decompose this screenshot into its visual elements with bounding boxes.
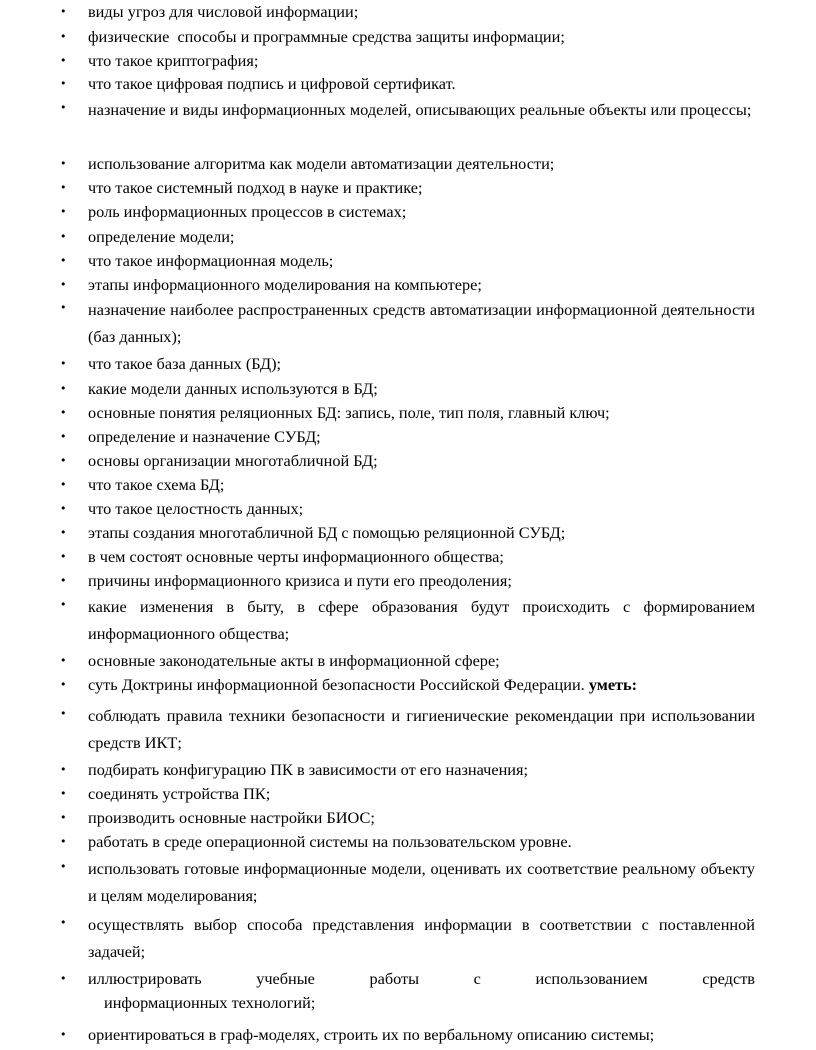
list-item [60, 377, 755, 401]
list-item [60, 96, 755, 123]
list-item-text: что такое целостность данных; [88, 499, 304, 518]
bullet-icon: • [60, 707, 67, 720]
list-item [60, 702, 755, 756]
list-item [60, 296, 755, 350]
bullet-icon: • [60, 157, 67, 170]
list-item-text: соединять устройства ПК; [88, 784, 271, 803]
list-item [60, 673, 755, 697]
list-item-text [88, 967, 755, 1015]
list-item-text: осуществлять выбор способа представления информации в соответствии с поставленной задачей; [88, 915, 755, 961]
list-item-text [88, 673, 755, 697]
list-item [60, 352, 755, 376]
bullet-icon: • [60, 205, 67, 218]
list-item-text: производить основные настройки БИОС; [88, 808, 375, 827]
bullet-icon: • [60, 972, 67, 985]
bullet-icon: • [60, 101, 67, 114]
list-item [60, 449, 755, 473]
bullet-icon: • [60, 30, 67, 43]
list-item-text: основные законодательные акты в информационной сфере; [88, 651, 500, 670]
list-item-text: виды угроз для числовой информации; [88, 2, 359, 21]
bullet-icon: • [60, 787, 67, 800]
list-item [60, 521, 755, 545]
bullet-icon: • [60, 278, 67, 291]
list-item-text: использование алгоритма как модели автоматизации деятельности; [88, 154, 555, 173]
bullet-icon: • [60, 502, 67, 515]
list-item-text: этапы информационного моделирования на компьютере; [88, 275, 482, 294]
list-item [60, 249, 755, 273]
list-item-text: какие модели данных используются в БД; [88, 379, 378, 398]
list-item [60, 1023, 755, 1047]
bullet-icon: • [60, 357, 67, 370]
list-item-text: физические способы и программные средства защиты информации; [88, 27, 565, 46]
list-item-text: этапы создания многотабличной БД с помощью реляционной СУБД; [88, 523, 566, 542]
bullet-icon: • [60, 550, 67, 563]
list-item-text: работать в среде операционной системы на пользовательском уровне. [88, 832, 572, 851]
list-item [60, 473, 755, 497]
bullet-icon: • [60, 430, 67, 443]
bullet-icon: • [60, 763, 67, 776]
list-item [60, 569, 755, 593]
list-item-text: причины информационного кризиса и пути его преодоления; [88, 571, 512, 590]
bullet-icon: • [60, 811, 67, 824]
bullet-icon: • [60, 382, 67, 395]
list-item [60, 911, 755, 965]
list-item-text: ориентироваться в граф-моделях, строить их по вербальному описанию системы; [88, 1025, 655, 1044]
list-item-text: в чем состоят основные черты информационного общества; [88, 547, 504, 566]
bullet-icon: • [60, 254, 67, 267]
list-item [60, 152, 755, 176]
list-item [60, 25, 755, 49]
bullet-icon: • [60, 230, 67, 243]
list-item-text: что такое криптография; [88, 51, 259, 70]
list-item [60, 806, 755, 830]
list-item-text: назначение и виды информационных моделей, описывающих реальные объекты или процессы; [88, 100, 752, 119]
list-item-line: информационных технологий; [104, 993, 316, 1012]
list-item [60, 225, 755, 249]
bullet-icon: • [60, 406, 67, 419]
list-item-text: назначение наиболее распространенных средств автоматизации информационной деятельности (баз данных); [88, 300, 755, 346]
list-item [60, 176, 755, 200]
list-item [60, 593, 755, 647]
list-item-text: что такое цифровая подпись и цифровой сертификат. [88, 74, 456, 93]
list-item [60, 545, 755, 569]
list-item-text: основные понятия реляционных БД: запись, поле, тип поля, главный ключ; [88, 403, 610, 422]
list-item [60, 72, 755, 96]
list-item [60, 425, 755, 449]
bullet-icon: • [60, 478, 67, 491]
bullet-icon: • [60, 654, 67, 667]
list-item-text: что такое системный подход в науке и практике; [88, 178, 423, 197]
list-item-text: использовать готовые информационные модели, оценивать их соответствие реальному объекту и целям моделирования; [88, 859, 755, 905]
bullet-icon: • [60, 574, 67, 587]
list-item-text: роль информационных процессов в системах; [88, 202, 407, 221]
bullet-icon: • [60, 301, 67, 314]
skills-heading: уметь: [588, 675, 638, 694]
list-item-text: что такое схема БД; [88, 475, 225, 494]
bullet-icon: • [60, 860, 67, 873]
list-item-text: определение и назначение СУБД; [88, 427, 321, 446]
bullet-icon: • [60, 454, 67, 467]
list-item [60, 401, 755, 425]
list-item [60, 49, 755, 73]
list-item-text: что такое база данных (БД); [88, 354, 282, 373]
list-item [60, 967, 755, 1015]
list-item [60, 782, 755, 806]
list-item [60, 855, 755, 909]
bullet-icon: • [60, 526, 67, 539]
bullet-icon: • [60, 54, 67, 67]
bullet-icon: • [60, 5, 67, 18]
bullet-icon: • [60, 77, 67, 90]
list-item [60, 830, 755, 854]
bullet-icon: • [60, 1028, 67, 1041]
list-item-line: иллюстрировать учебные работы с использованием средств [88, 969, 755, 988]
list-item-text: что такое информационная модель; [88, 251, 334, 270]
list-item-text: какие изменения в быту, в сфере образования будут происходить с формированием информационного общества; [88, 597, 755, 643]
list-item [60, 273, 755, 297]
bullet-icon: • [60, 835, 67, 848]
list-item-text: определение модели; [88, 227, 235, 246]
list-item [60, 758, 755, 782]
list-item-text: подбирать конфигурацию ПК в зависимости от его назначения; [88, 760, 529, 779]
bullet-icon: • [60, 181, 67, 194]
bullet-icon: • [60, 916, 67, 929]
doctrine-text: суть Доктрины информационной безопасности Российской Федерации. [88, 675, 585, 694]
list-item [60, 497, 755, 521]
list-item-text: основы организации многотабличной БД; [88, 451, 378, 470]
list-item [60, 0, 755, 24]
list-item [60, 649, 755, 673]
bullet-icon: • [60, 598, 67, 611]
bullet-icon: • [60, 678, 67, 691]
list-item [60, 200, 755, 224]
list-item-text: соблюдать правила техники безопасности и гигиенические рекомендации при использовании средств ИКТ; [88, 706, 755, 752]
